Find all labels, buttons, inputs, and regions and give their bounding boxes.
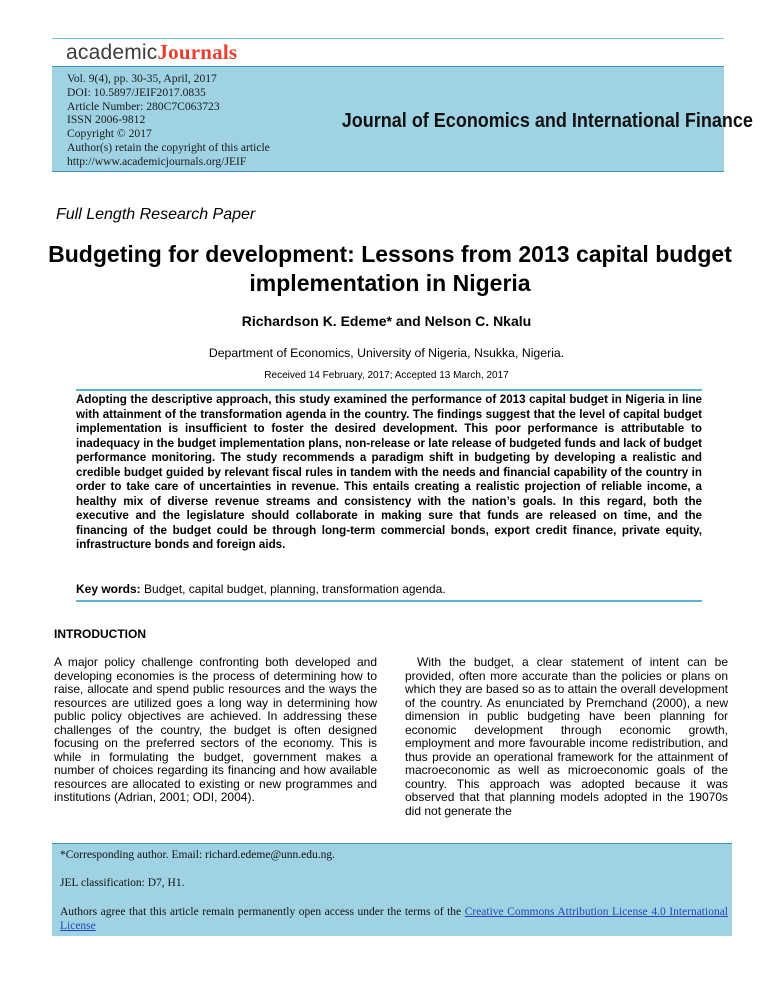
logo-text-academic: academic [66,41,158,64]
meta-rights: Author(s) retain the copyright of this article [67,140,270,154]
keywords [76,582,702,596]
meta-volume: Vol. 9(4), pp. 30-35, April, 2017 [67,72,217,85]
paper-authors: Richardson K. Edeme* and Nelson C. Nkalu [241,313,532,329]
author-affiliation: Department of Economics, University of Nigeria, Nsukka, Nigeria. [208,346,565,360]
paper-title: Budgeting for development: Lessons from 2013 capital budget implementation in Nigeria [48,241,732,296]
license-statement [60,905,728,933]
abstract-text: Adopting the descriptive approach, this study examined the performance of 2013 capital budget in Nigeria in line with attainment of the transformation agenda in the country. The findings suggest that the level of capital budget implementation is insufficient to foster the desired development. This poor performance is attributable to inadequacy in the budget implementation plans, non-release or late release of budgeted funds and lack of budget performance monitoring. The study recommends a paradigm shift in budgeting by developing a realistic and credible budget guided by relevant fiscal rules in tandem with the needs and financial capability of the country in order to take care of uncertainties in revenue. This entails creating a realistic projection of reliable income, a healthy mix of diverse revenue streams and consistency with the nation’s goals. In this regard, both the executive and the legislature should collaborate in making sure that funds are released on time, and the financing of the budget could be through long-term commercial bonds, export credit finance, private equity, infrastructure bonds and foreign aids. [76,393,702,551]
license-text: Authors agree that this article remain permanently open access under the terms of the [60,906,462,918]
license-link[interactable]: Creative Commons Attribution License 4.0 International License [60,906,729,932]
article-metadata [67,72,270,169]
abstract-bottom-rule [76,600,702,602]
corresponding-author: *Corresponding author. Email: richard.edeme@unn.edu.ng. [60,849,336,861]
body-left-column: A major policy challenge confronting both developed and developing economies is the process of determining how to raise, allocate and spend public resources and the ways the resources are utilized goes a long way in determining how public policy objectives are achieved. In addressing these challenges of the country, the budget is often designed focusing on the preferred sectors of the economy. This is while in formulating the budget, government makes a number of choices regarding its financing and how available resources are allocated to existing or new programmes and institutions (Adrian, 2001; ODI, 2004). [54,655,377,804]
received-dates: Received 14 February, 2017; Accepted 13 March, 2017 [264,370,509,381]
meta-issn: ISSN 2006-9812 [67,113,146,127]
abstract-top-rule [76,389,702,391]
body-right-column: With the budget, a clear statement of intent can be provided, often more accurate than the policies or plans on which they are based so as to attain the overall development of the country. As enunciated by Premchand (2000), a new dimension in public budgeting have been planning for economic development through economic growth, employment and more favourable income redistribution, and thus provide an operational framework for the attainment of macroeconomic as well as microeconomic goals of the country. This approach was adopted because it was observed that that planning models adopted in the 19070s did not generate the [405,656,728,818]
paper-type: Full Length Research Paper [56,206,256,223]
keywords-label: Key words: [76,582,141,596]
meta-url[interactable]: http://www.academicjournals.org/JEIF [67,154,247,168]
meta-copyright: Copyright © 2017 [67,127,152,141]
journal-title: Journal of Economics and International Finance [341,110,753,132]
keywords-list: Budget, capital budget, planning, transformation agenda. [144,582,446,596]
publisher-logo [66,40,237,65]
jel-classification: JEL classification: D7, H1. [60,877,185,889]
header-top-rule [52,38,724,39]
section-heading-introduction: INTRODUCTION [54,627,146,641]
meta-doi: DOI: 10.5897/JEIF2017.0835 [67,85,206,99]
meta-article-number: Article Number: 280C7C063723 [67,99,220,113]
logo-text-journals: Journals [157,40,238,64]
